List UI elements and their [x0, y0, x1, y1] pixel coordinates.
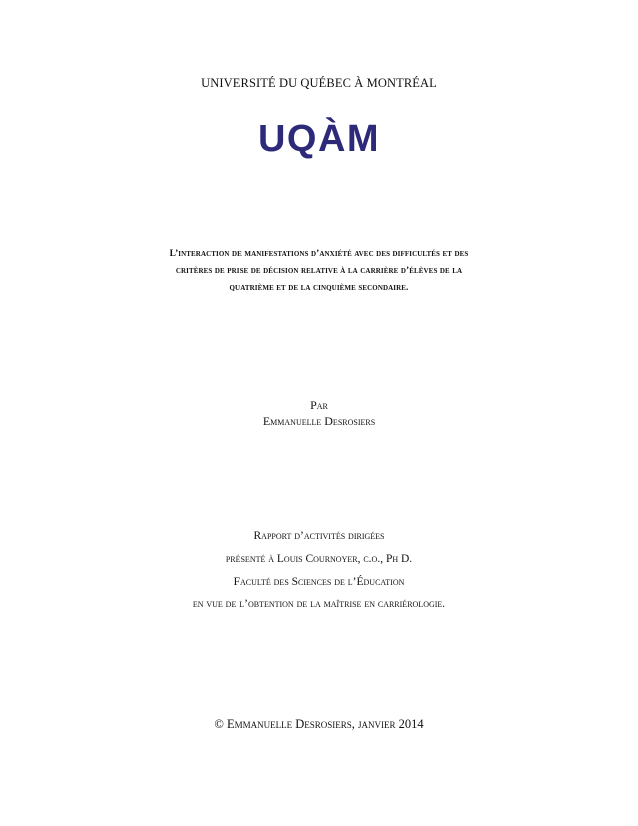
copyright-line: © Emmanuelle Desrosiers, janvier 2014 — [214, 717, 424, 731]
thesis-title-line-2: critères de prise de décision relative à la carrière d’élèves de la — [175, 266, 463, 276]
faculty-line: Faculté des Sciences de l’Éducation — [233, 576, 405, 588]
by-label: Par — [310, 398, 328, 412]
degree-line: en vue de l’obtention de la maîtrise en carriérologie. — [192, 598, 446, 610]
report-type: Rapport d’activités dirigées — [253, 530, 385, 542]
uqam-logo: UQÀM — [257, 118, 381, 160]
thesis-title-line-3: quatrième et de la cinquième secondaire. — [229, 283, 409, 293]
supervisor-line: présenté à Louis Cournoyer, c.o., Ph D. — [225, 553, 413, 565]
thesis-title-line-1: L’interaction de manifestations d’anxiété avec des difficultés et des — [169, 249, 469, 259]
author-name: Emmanuelle Desrosiers — [262, 414, 376, 428]
university-name: UNIVERSITÉ DU QUÉBEC À MONTRÉAL — [201, 76, 437, 90]
